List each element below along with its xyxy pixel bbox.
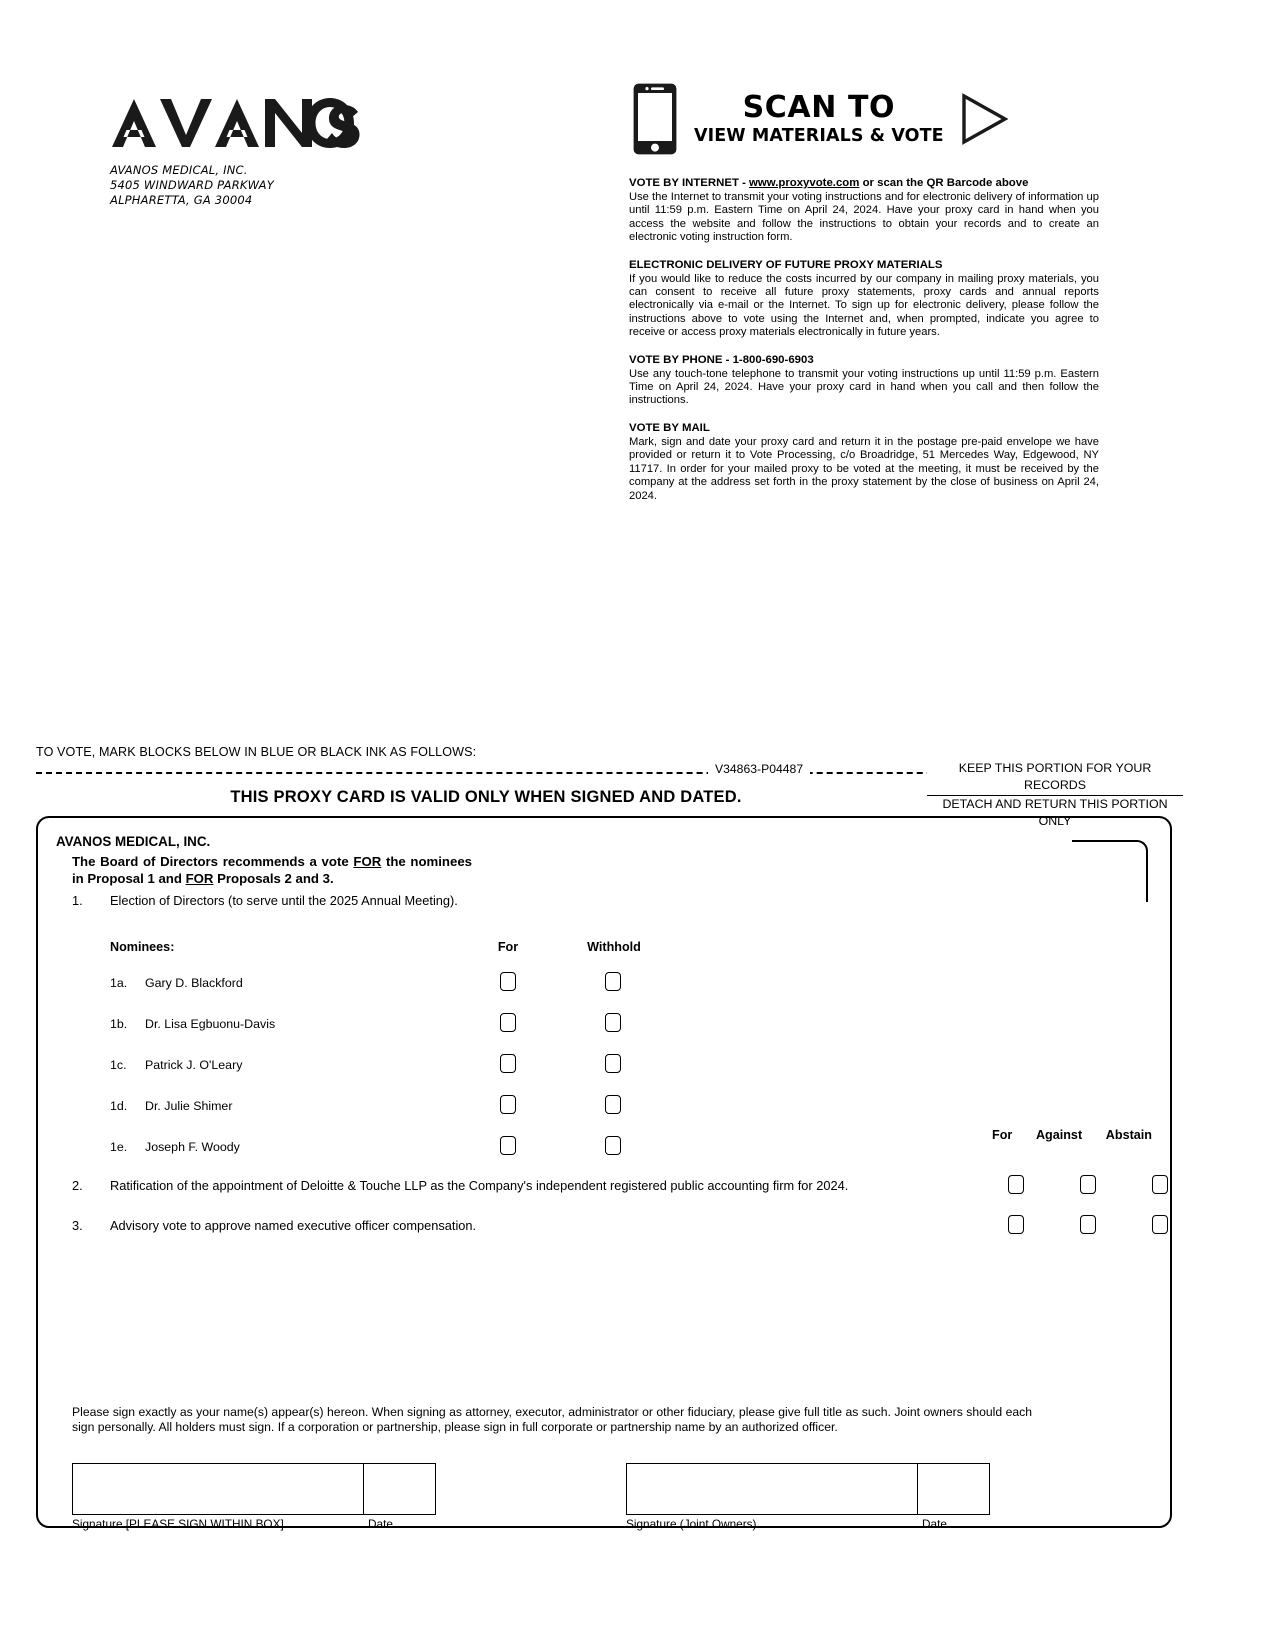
checkbox-for[interactable] [500,1013,516,1032]
nominee-row [110,1009,670,1050]
nominee-row [110,1050,670,1091]
nominee-row [110,1091,670,1132]
mark-blocks-note: TO VOTE, MARK BLOCKS BELOW IN BLUE OR BLACK INK AS FOLLOWS: [36,745,477,759]
header-section [0,0,1275,730]
checkbox-abstain[interactable] [1152,1175,1168,1194]
checkbox-withhold[interactable] [605,972,621,991]
detach-band [36,761,1183,828]
checkbox-for[interactable] [500,972,516,991]
checkbox-abstain[interactable] [1152,1215,1168,1234]
signature-box-primary[interactable] [72,1463,364,1515]
play-triangle-icon [960,93,1008,145]
nominee-name: Gary D. Blackford [145,976,243,990]
column-header-withhold: Withhold [587,940,641,954]
column-header-for: For [497,940,519,954]
detach-portion-label: DETACH AND RETURN THIS PORTION ONLY [942,797,1168,828]
checkbox-against[interactable] [1080,1215,1096,1234]
signature-caption-primary: Signature [PLEASE SIGN WITHIN BOX] [72,1517,284,1531]
company-address [110,163,530,208]
checkbox-withhold[interactable] [605,1054,621,1073]
scan-to-vote-banner [632,82,1008,156]
checkbox-against[interactable] [1080,1175,1096,1194]
proposal-1-text: Election of Directors (to serve until the 2025 Annual Meeting). [110,893,458,908]
scan-line-1: SCAN TO [742,89,896,125]
scan-text [694,89,944,146]
nominee-row [110,1132,670,1173]
board-recommendation: The Board of Directors recommends a vote FOR the nominees in Proposal 1 and FOR Proposals 2 and 3. [72,854,472,886]
nominee-name: Dr. Lisa Egbuonu-Davis [145,1017,276,1031]
vote-column-headers [992,1128,1152,1142]
instruction-body-phone: Use any touch-tone telephone to transmit your voting instructions up until 11:59 p.m. Eastern Time on April 24, 2024. Have your proxy card in hand when you call and then follow the instructions. [629,367,1099,407]
card-company-name: AVANOS MEDICAL, INC. [56,834,211,849]
proposal-3-text: Advisory vote to approve named executive officer compensation. [110,1218,477,1233]
date-caption-joint: Date [922,1517,947,1531]
control-number: V34863-P04487 [708,762,810,776]
checkbox-for[interactable] [500,1136,516,1155]
proposal-3 [72,1218,1152,1234]
signature-row [72,1463,1152,1531]
proposal-1-number: 1. [72,893,83,908]
checkbox-withhold[interactable] [605,1136,621,1155]
proposal-3-checkboxes [1008,1215,1168,1234]
proposal-2 [72,1178,1152,1194]
column-header-for: For [992,1128,1013,1142]
nominee-name: Joseph F. Woody [145,1140,240,1154]
registration-corner-mark [1072,840,1148,902]
proposal-3-number: 3. [72,1218,83,1233]
nominee-name: Patrick J. O'Leary [145,1058,243,1072]
instruction-heading-mail: VOTE BY MAIL [629,421,710,434]
nominees-label: Nominees: [110,940,175,954]
instruction-heading-internet: VOTE BY INTERNET - www.proxyvote.com or scan the QR Barcode above [629,177,1029,189]
avanos-logo [110,95,530,149]
checkbox-for[interactable] [500,1095,516,1114]
address-line-1: AVANOS MEDICAL, INC. [110,163,248,177]
signature-caption-joint: Signature (Joint Owners) [626,1517,757,1531]
nominee-ref: 1b. [110,1017,128,1031]
checkbox-for[interactable] [1008,1175,1024,1194]
column-header-against: Against [1035,1128,1083,1142]
proxy-card [36,816,1172,1531]
checkbox-for[interactable] [500,1054,516,1073]
date-box-joint[interactable] [918,1463,990,1515]
instruction-body-mail: Mark, sign and date your proxy card and return it in the postage pre-paid envelope we have provided or return it to Vote Processing, c/o Broadridge, 51 Mercedes Way, Edgewood, NY 11717. In order for your mailed proxy to be voted at the meeting, it must be received by the company at the address set forth in the proxy statement by the close of business on April 24, 2024. [629,435,1099,502]
address-line-3: ALPHARETTA, GA 30004 [110,193,253,207]
scan-line-2: VIEW MATERIALS & VOTE [694,125,944,146]
signature-box-joint[interactable] [626,1463,918,1515]
smartphone-icon [632,82,678,156]
date-caption-primary: Date [368,1517,393,1531]
instruction-heading-electronic: ELECTRONIC DELIVERY OF FUTURE PROXY MATERIALS [629,258,943,271]
instruction-body-internet: Use the Internet to transmit your voting instructions and for electronic delivery of information up until 11:59 p.m. Eastern Time on April 24, 2024. Have your proxy card in hand when you access the website and follow the instructions to obtain your records and to create an electronic voting instruction form. [629,191,1099,244]
checkbox-withhold[interactable] [605,1013,621,1032]
checkbox-for[interactable] [1008,1215,1024,1234]
nominee-name: Dr. Julie Shimer [145,1099,233,1113]
proposal-2-text: Ratification of the appointment of Deloitte & Touche LLP as the Company's independent registered public accounting firm for 2024. [110,1178,849,1193]
checkbox-withhold[interactable] [605,1095,621,1114]
keep-portion-label: KEEP THIS PORTION FOR YOUR RECORDS [927,760,1183,796]
nominee-ref: 1a. [110,976,128,990]
signature-instructions: Please sign exactly as your name(s) appear(s) hereon. When signing as attorney, executor, administrator or other fiduciary, please give full title as such. Joint owners should each sign personally. All holders must sign. If a corporation or partnership, please sign in full corporate or partnership name by an authorized officer. [72,1405,1032,1435]
address-line-2: 5405 WINDWARD PARKWAY [110,178,274,192]
instruction-heading-phone: VOTE BY PHONE - 1-800-690-6903 [629,353,814,366]
proposal-2-number: 2. [72,1178,83,1193]
date-box-primary[interactable] [364,1463,436,1515]
company-logo-block [110,95,530,208]
voting-instructions [629,176,1099,503]
nominee-row [110,968,670,1009]
valid-when-signed-note: THIS PROXY CARD IS VALID ONLY WHEN SIGNED AND DATED. [230,788,742,806]
proxyvote-link[interactable]: www.proxyvote.com [749,177,860,189]
nominee-ref: 1c. [110,1058,127,1072]
column-header-abstain: Abstain [1105,1128,1152,1142]
nominee-ref: 1d. [110,1099,128,1113]
proposal-2-checkboxes [1008,1175,1168,1194]
instruction-body-electronic: If you would like to reduce the costs incurred by our company in mailing proxy materials, you can consent to receive all future proxy statements, proxy cards and annual reports electronically via e-mail or the Internet. To sign up for electronic delivery, please follow the instructions above to vote using the Internet and, when prompted, indicate you agree to receive or access proxy materials electronically in future years. [629,272,1099,339]
proposal-1 [72,893,492,909]
nominee-ref: 1e. [110,1140,128,1154]
